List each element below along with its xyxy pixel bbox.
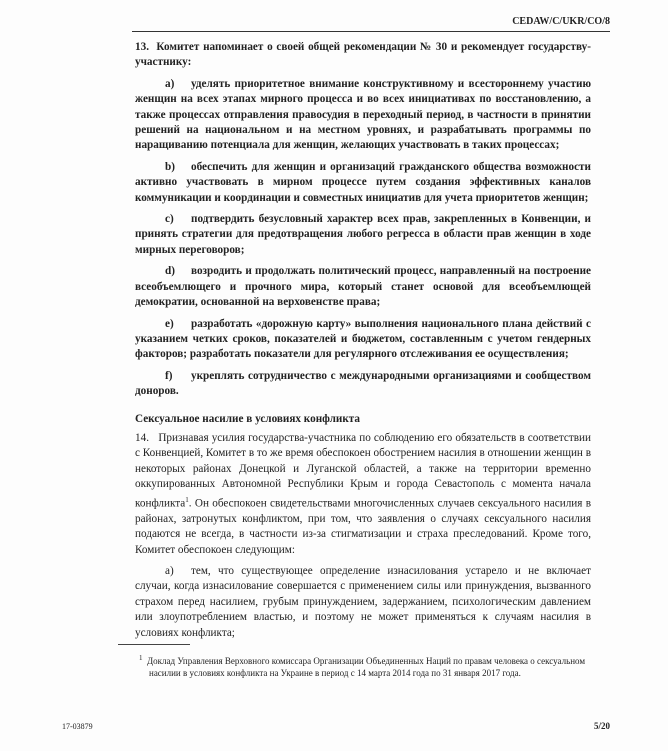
document-number: 17-03879	[62, 722, 93, 731]
header-rule	[132, 31, 610, 32]
footnote-ref[interactable]: 1	[185, 495, 189, 504]
document-symbol: CEDAW/C/UKR/CO/8	[512, 16, 610, 27]
list-item	[135, 264, 591, 310]
list-item	[135, 212, 591, 258]
list-item	[135, 564, 591, 641]
item-label: d)	[165, 265, 175, 278]
footnote	[135, 652, 591, 679]
paragraph-13	[135, 40, 591, 71]
item-label: a)	[165, 564, 174, 577]
paragraph-text: Признавая усилия государства-участника по соблюдению его обязательств в соответствии с Конвенцией, Комитет в то же время обеспокоен обострением насилия в отношении женщин в некоторых районах Донецкой и Луганской областей, а также на территории временно оккупированных Автономной Республики Крым и города Севастополь с момента начала конфликта	[135, 431, 592, 510]
paragraph-text: . Он обеспокоен свидетельствами многочисленных случаев сексуального насилия в районах, затронутых конфликтом, при том, что заявления о случаях сексуального насилия подаются не всегда, в частности из-за стигматизации и страха преследований. Кроме того, Комитет обеспокоен следующим:	[135, 497, 591, 556]
item-text: укреплять сотрудничество с международными организациями и сообществом доноров.	[135, 369, 591, 398]
item-label: a)	[165, 77, 175, 90]
list-item	[135, 160, 591, 206]
paragraph-14	[135, 431, 591, 558]
item-label: c)	[165, 213, 174, 226]
footnote-text: Доклад Управления Верховного комиссара Организации Объединенных Наций по правам человека о сексуальном насилии в условиях конфликта на Украине в период с 14 марта 2014 года по 31 января 2017 года.	[147, 656, 586, 678]
page-number: 5/20	[593, 721, 610, 731]
item-text: возродить и продолжать политический процесс, направленный на построение всеобъемлющего и прочного мира, который станет основой для всеобъемлющей демократии, основанной на верховенстве права;	[135, 265, 591, 309]
footnote-number: 1	[139, 654, 143, 662]
list-item	[135, 369, 591, 400]
list-item	[135, 317, 591, 363]
paragraph-intro: Комитет напоминает о своей общей рекомендации № 30 и рекомендует государству-участнику:	[135, 41, 591, 69]
item-text: обеспечить для женщин и организаций гражданского общества возможности активно участвовать в мирном процессе путем создания эффективных каналов коммуникации и координации и совместных инициатив для учета приоритетов женщин;	[135, 160, 591, 204]
item-text: уделять приоритетное внимание конструктивному и всестороннему участию женщин на всех этапах мирного процесса и во всех инициативах по восстановлению, а также процессах отправления правосудия в переходный период, в частности в принятии решений на национальном и на местном уровнях, и разрабатывать программы по наращиванию потенциала для женщин, желающих участвовать в таких процессах;	[135, 77, 591, 152]
item-label: b)	[165, 160, 175, 173]
item-text: разработать «дорожную карту» выполнения национального плана действий с указанием четких сроков, показателей и бюджетом, составленным с учетом гендерных факторов; разработать показатели для регулярного отслеживания ее осуществления;	[135, 317, 591, 361]
item-text: подтвердить безусловный характер всех прав, закрепленных в Конвенции, и принять стратегии для предотвращения любого регресса в области прав женщин в ходе мирных переговоров;	[135, 213, 591, 256]
list-item	[135, 77, 591, 154]
paragraph-number: 13.	[135, 41, 149, 53]
item-label: e)	[165, 317, 174, 330]
footnote-rule	[118, 644, 190, 645]
section-heading: Сексуальное насилие в условиях конфликта	[135, 412, 361, 425]
item-label: f)	[165, 369, 173, 382]
document-body	[135, 40, 591, 647]
item-text: тем, что существующее определение изнасилования устарело и не включает случаи, когда изнасилование совершается с применением силы или принуждения, вызванного страхом перед насилием, грубым принуждением, задержанием, психологическим давлением или злоупотреблением властью, и поэтому не может применяться к случаям насилия в условиях конфликта;	[135, 564, 591, 639]
paragraph-number: 14.	[135, 431, 149, 444]
